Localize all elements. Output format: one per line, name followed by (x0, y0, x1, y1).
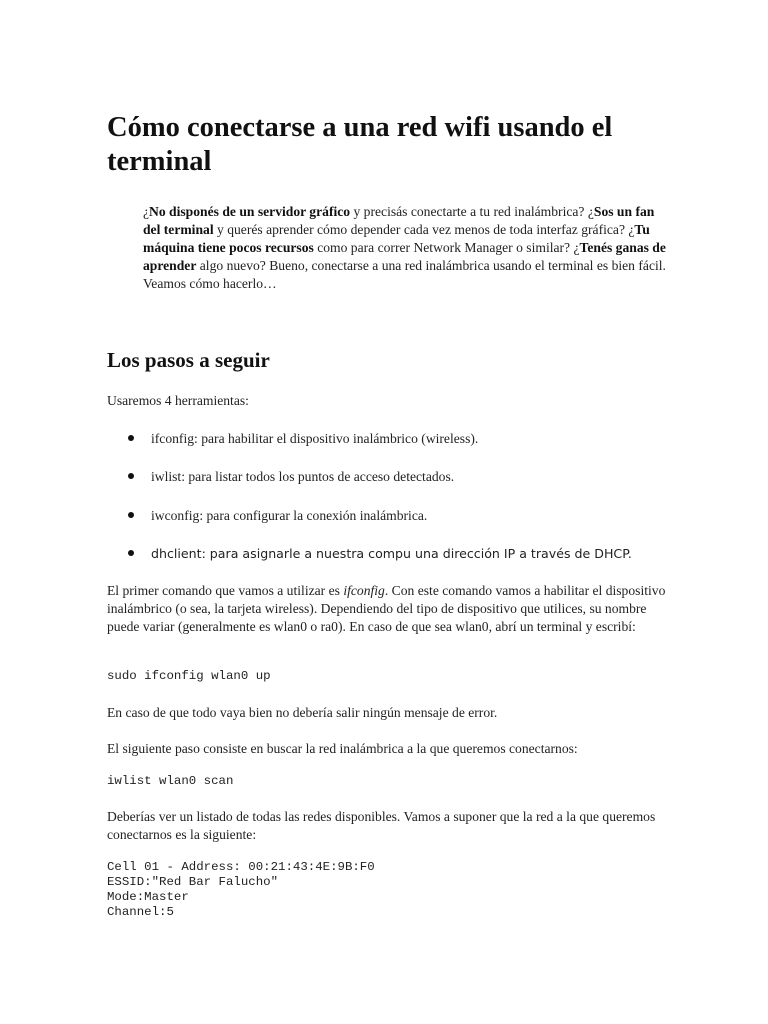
section-title: Los pasos a seguir (107, 348, 270, 372)
paragraph-scan-result: Deberías ver un listado de todas las redes disponibles. Vamos a suponer que la red a la que queremos conectarnos es la siguiente: (107, 809, 656, 842)
code-block-iwlist: iwlist wlan0 scan (107, 774, 234, 788)
list-item-text: iwlist: para listar todos los puntos de acceso detectados. (151, 469, 455, 484)
list-item-text: ifconfig: para habilitar el dispositivo inalámbrico (wireless). (151, 431, 479, 446)
page-title: Cómo conectarse a una red wifi usando el terminal (107, 112, 613, 177)
list-item-text: iwconfig: para configurar la conexión inalámbrica. (151, 508, 428, 523)
list-item (128, 545, 632, 563)
paragraph-ifconfig: El primer comando que vamos a utilizar es ifconfig. Con este comando vamos a habilitar el dispositivo inalámbrico (o sea, la tarjeta wireless). Dependiendo del tipo de dispositivo que utilices, su nombre puede variar (generalmente es wlan0 o ra0). En caso de que sea wlan0, abrí un terminal y escribí: (107, 583, 666, 634)
code-line: Channel:5 (107, 905, 174, 919)
paragraph-next-step: El siguiente paso consiste en buscar la red inalámbrica a la que queremos conectarnos: (107, 741, 578, 756)
bullet-icon (128, 473, 134, 479)
paragraph-no-error: En caso de que todo vaya bien no debería salir ningún mensaje de error. (107, 705, 498, 720)
intro-paragraph: ¿No disponés de un servidor gráfico y precisás conectarte a tu red inalámbrica? ¿Sos un fan del terminal y querés aprender cómo depender cada vez menos de toda interfaz gráfica? ¿Tu máquina tiene pocos recursos como para correr Network Manager o similar? ¿Tenés ganas de aprender algo nuevo? Bueno, conectarse a una red inalámbrica usando el terminal es bien fácil. Veamos cómo hacerlo… (143, 204, 666, 291)
code-block-ifconfig: sudo ifconfig wlan0 up (107, 669, 271, 683)
code-block-scan-output (107, 860, 375, 920)
list-item (128, 507, 427, 525)
list-item-text: dhclient: para asignarle a nuestra compu una dirección IP a través de DHCP. (151, 546, 632, 561)
list-item (128, 468, 454, 486)
tools-intro: Usaremos 4 herramientas: (107, 393, 249, 408)
bullet-icon (128, 550, 134, 556)
code-line: ESSID:"Red Bar Falucho" (107, 875, 279, 889)
bullet-icon (128, 512, 134, 518)
list-item (128, 430, 478, 448)
code-line: Mode:Master (107, 890, 189, 904)
code-line: Cell 01 - Address: 00:21:43:4E:9B:F0 (107, 860, 375, 874)
bullet-icon (128, 435, 134, 441)
